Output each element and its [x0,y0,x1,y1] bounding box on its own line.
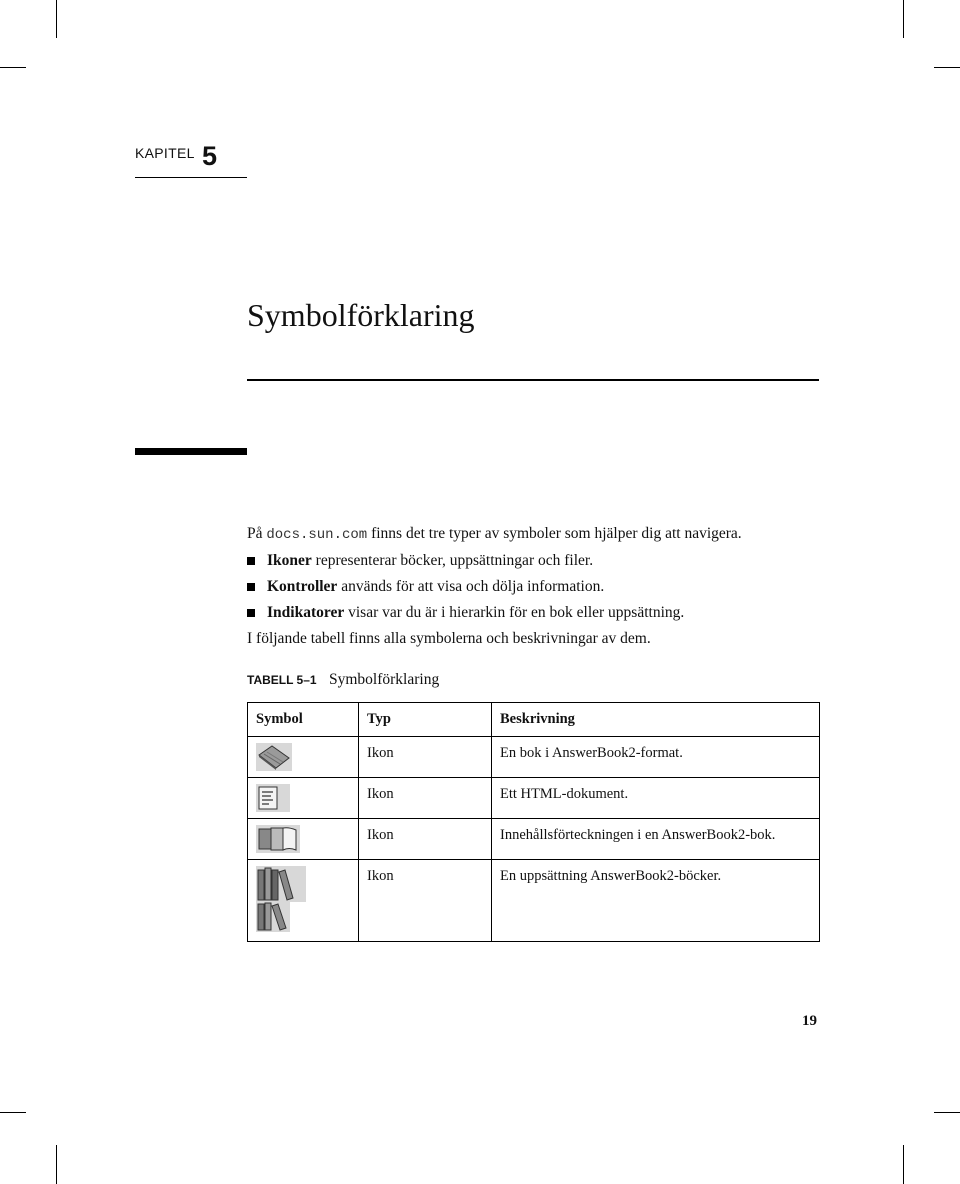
chapter-rule [135,177,247,178]
crop-mark [903,0,904,38]
page-number: 19 [802,1013,817,1029]
table-row [248,819,820,860]
bullet-icon [247,557,255,565]
book-icon [256,743,292,771]
column-header-type: Typ [359,703,492,737]
column-header-symbol: Symbol [248,703,359,737]
table-caption-title: Symbolförklaring [329,671,440,688]
list-item-term: Kontroller [267,578,338,595]
symbol-cell [248,778,359,819]
column-header-description: Beskrivning [492,703,820,737]
crop-mark [934,67,960,68]
body-text [247,521,822,652]
html-document-icon [256,784,290,812]
crop-mark [56,1145,57,1184]
description-cell: En bok i AnswerBook2-format. [492,737,820,778]
list-item-text: visar var du är i hierarkin för en bok eller uppsättning. [348,604,685,621]
list-item [247,600,822,626]
bullet-icon [247,609,255,617]
chapter-number: 5 [202,141,218,171]
intro-paragraph [247,521,822,548]
crop-mark [0,1112,26,1113]
type-cell: Ikon [359,778,492,819]
table-row [248,860,820,942]
symbol-table [247,702,820,942]
chapter-label: KAPITEL [135,145,195,161]
open-book-icon [256,825,300,853]
description-cell: Ett HTML-dokument. [492,778,820,819]
crop-mark [0,67,26,68]
list-item-term: Indikatorer [267,604,345,621]
type-cell: Ikon [359,737,492,778]
intro-suffix: finns det tre typer av symboler som hjälper dig att navigera. [371,525,742,542]
symbol-cell [248,819,359,860]
table-caption-label: TABELL 5–1 [247,673,317,687]
docs-link[interactable]: docs.sun.com [266,527,368,543]
table-lead-in: I följande tabell finns alla symbolerna och beskrivningar av dem. [247,630,651,647]
title-rule [247,379,819,381]
symbol-cell [248,860,359,942]
list-item-text: representerar böcker, uppsättningar och filer. [315,552,594,569]
description-cell: En uppsättning AnswerBook2-böcker. [492,860,820,942]
crop-mark [903,1145,904,1184]
type-cell: Ikon [359,860,492,942]
chapter-bar [135,448,247,455]
table-row [248,778,820,819]
description-cell: Innehållsförteckningen i en AnswerBook2-bok. [492,819,820,860]
list-item-term: Ikoner [267,552,312,569]
symbol-cell [248,737,359,778]
table-caption [247,671,439,689]
table-row [248,737,820,778]
bullet-icon [247,583,255,591]
crop-mark [934,1112,960,1113]
list-item [247,574,822,600]
symbol-type-list [247,548,822,626]
page-title: Symbolförklaring [247,297,475,333]
list-item-text: används för att visa och dölja information. [341,578,605,595]
table-header-row [248,703,820,737]
book-collection-icon [256,866,306,932]
crop-mark [56,0,57,38]
list-item [247,548,822,574]
intro-prefix: På [247,525,263,542]
type-cell: Ikon [359,819,492,860]
